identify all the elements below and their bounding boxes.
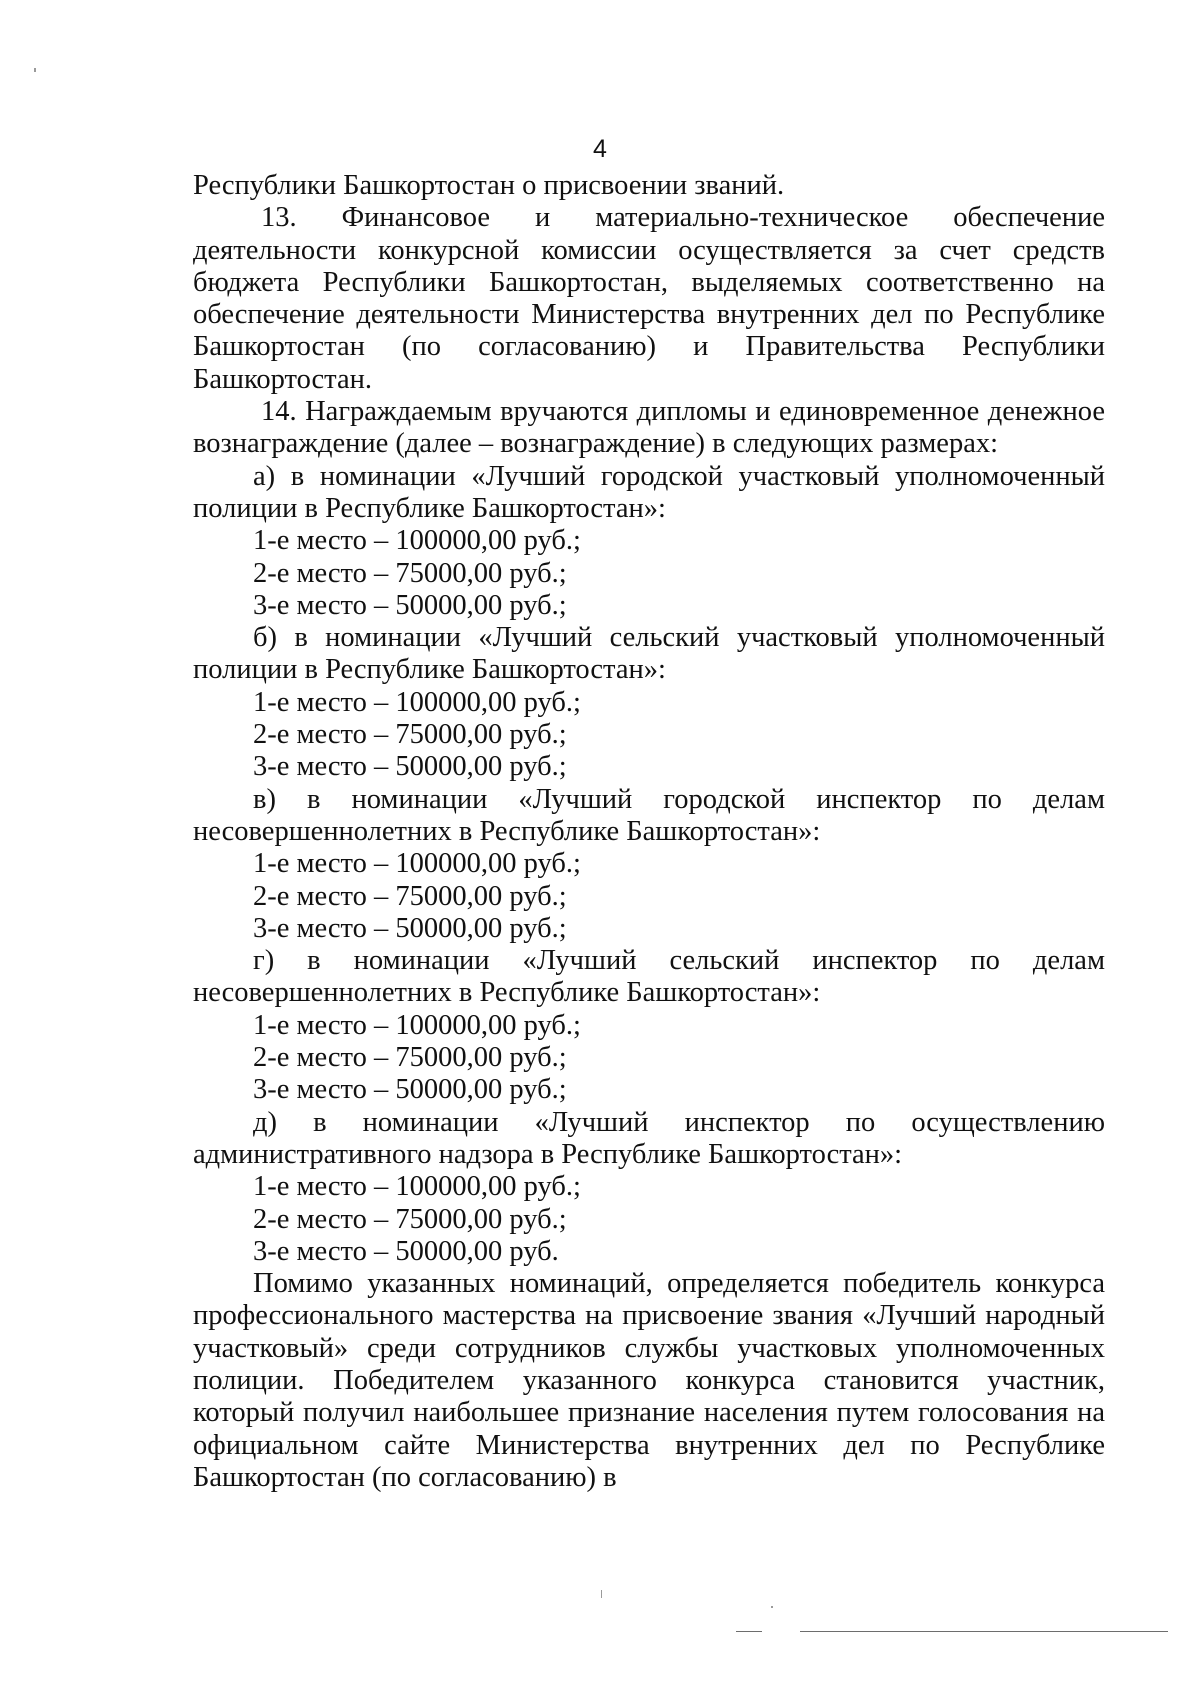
scan-speck bbox=[601, 1590, 602, 1598]
prize-line: 3-е место – 50000,00 руб.; bbox=[253, 589, 567, 621]
paragraph-continuation: Республики Башкортостан о присвоении званий. bbox=[193, 170, 785, 201]
nomination-b: б) в номинации «Лучший сельский участковый уполномоченный полиции в Республике Башкортостан»: bbox=[193, 622, 1105, 686]
prize-line: 3-е место – 50000,00 руб. bbox=[253, 1235, 559, 1267]
scan-speck bbox=[34, 68, 36, 72]
prize-line: 2-е место – 75000,00 руб.; bbox=[253, 1203, 567, 1235]
prize-line: 1-е место – 100000,00 руб.; bbox=[253, 686, 581, 718]
scan-speck bbox=[771, 1606, 773, 1608]
nomination-a: а) в номинации «Лучший городской участковый уполномоченный полиции в Республике Башкортостан»: bbox=[193, 460, 1105, 524]
prize-line: 2-е место – 75000,00 руб.; bbox=[253, 719, 567, 751]
prize-line: 2-е место – 75000,00 руб.; bbox=[253, 1042, 567, 1074]
prize-line: 3-е место – 50000,00 руб.; bbox=[253, 912, 567, 944]
nomination-v: в) в номинации «Лучший городской инспектор по делам несовершеннолетних в Республике Башкортостан»: bbox=[193, 783, 1105, 847]
paragraph-people-choice: Помимо указанных номинаций, определяется победитель конкурса профессионального мастерства на присвоение звания «Лучший народный участковый» среди сотрудников службы участковых уполномоченных полиции. Победителем указанного конкурса становится участник, который получил наибольшее признание населения путем голосования на официальном сайте Министерства внутренних дел по Республике Башкортостан (по согласованию) в bbox=[193, 1268, 1105, 1493]
prize-line: 1-е место – 100000,00 руб.; bbox=[253, 525, 581, 557]
prize-line: 1-е место – 100000,00 руб.; bbox=[253, 1009, 581, 1041]
prize-line: 2-е место – 75000,00 руб.; bbox=[253, 557, 567, 589]
nomination-g: г) в номинации «Лучший сельский инспектор по делам несовершеннолетних в Республике Башкортостан»: bbox=[193, 945, 1105, 1009]
prize-line: 2-е место – 75000,00 руб.; bbox=[253, 880, 567, 912]
footer-rule-long bbox=[800, 1631, 1168, 1632]
paragraph-13-financing: 13. Финансовое и материально-техническое обеспечение деятельности конкурсной комиссии осуществляется за счет средств бюджета Республики Башкортостан, выделяемых соответственно на обеспечение деятельности Министерства внутренних дел по Республике Башкортостан (по согласованию) и Правительства Республики Башкортостан. bbox=[193, 202, 1105, 395]
footer-rule-short bbox=[736, 1631, 762, 1632]
prize-line: 3-е место – 50000,00 руб.; bbox=[253, 1074, 567, 1106]
prize-line: 1-е место – 100000,00 руб.; bbox=[253, 1171, 581, 1203]
page-number: 4 bbox=[593, 135, 607, 163]
body-text bbox=[193, 170, 1105, 1494]
prize-line: 1-е место – 100000,00 руб.; bbox=[253, 848, 581, 880]
prize-line: 3-е место – 50000,00 руб.; bbox=[253, 751, 567, 783]
nomination-d: д) в номинации «Лучший инспектор по осуществлению административного надзора в Республике Башкортостан»: bbox=[193, 1106, 1105, 1170]
paragraph-14-awards: 14. Награждаемым вручаются дипломы и единовременное денежное вознаграждение (далее – вознаграждение) в следующих размерах: bbox=[193, 396, 1105, 460]
